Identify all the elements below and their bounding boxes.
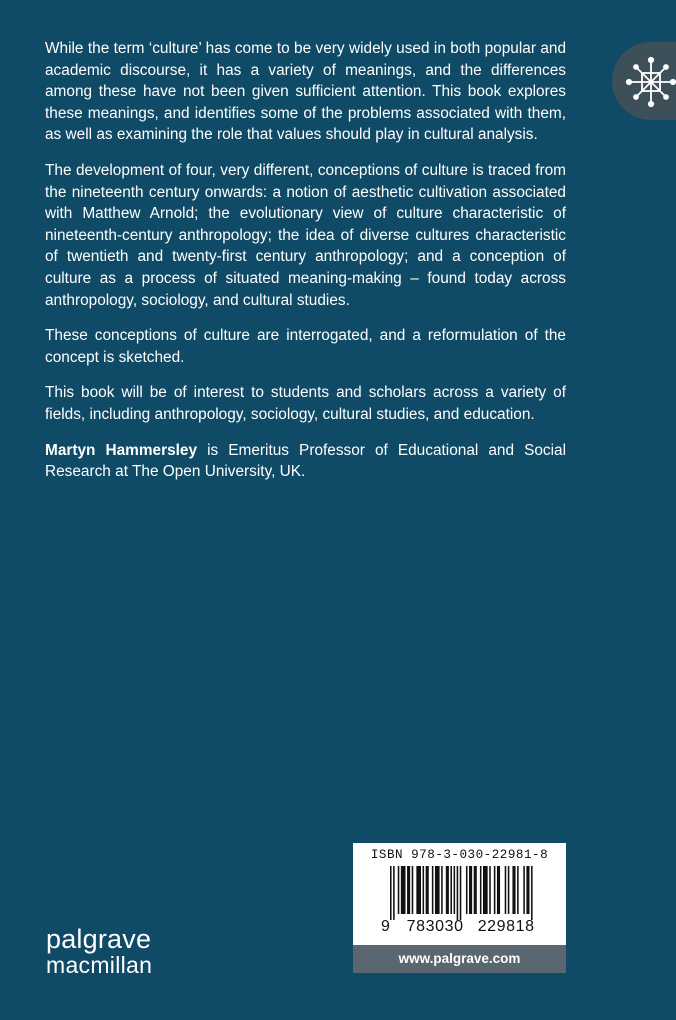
barcode-bar <box>401 866 406 914</box>
barcode-bar <box>457 866 459 920</box>
barcode-bar <box>460 866 462 920</box>
barcode-bar <box>398 866 400 914</box>
barcode-bar <box>407 866 410 914</box>
publisher-name-line1: palgrave <box>46 924 152 954</box>
barcode-digits <box>381 918 549 936</box>
barcode-bar <box>454 866 456 914</box>
blurb-paragraph-3: These conceptions of culture are interrogated, and a reformulation of the concept is sketched. <box>45 327 566 366</box>
barcode-bar <box>526 866 529 914</box>
barcode-bar <box>469 866 472 914</box>
barcode-bar <box>505 866 507 914</box>
barcode-bar <box>483 866 488 914</box>
isbn-barcode <box>353 843 566 945</box>
author-bio <box>45 440 566 483</box>
barcode-bar <box>390 866 392 920</box>
barcode-digits-left: 783030 <box>406 918 464 935</box>
barcode-bar <box>412 866 414 914</box>
barcode-bar <box>480 866 482 914</box>
publisher-name-line2: macmillan <box>46 952 153 978</box>
barcode-bar <box>432 866 434 914</box>
publisher-website[interactable]: www.palgrave.com <box>353 945 566 973</box>
barcode-bar <box>393 866 395 920</box>
barcode-bar <box>512 866 515 914</box>
barcode-bar <box>508 866 510 914</box>
barcode-bar <box>423 866 425 914</box>
blurb-paragraph-2: The development of four, very different, conceptions of culture is traced from the nineteenth century onwards: a notion of aesthetic cultivation associated with Matthew Arnold; the evolutionary view of culture characteristic of nineteenth-century anthropology; the idea of diverse cultures characteristic of twentieth and twenty-first century anthropology; and a conception of culture as a process of situated meaning-making – found today across anthropology, sociology, and cultural studies. <box>45 161 566 309</box>
back-cover-blurb <box>45 38 566 497</box>
barcode-bar <box>531 866 533 920</box>
barcode-bar <box>517 866 519 914</box>
barcode-bar <box>523 866 525 914</box>
barcode-bar <box>446 866 449 914</box>
palgrave-star-logo-icon <box>624 55 676 109</box>
blurb-paragraph-1: While the term ‘culture’ has come to be very widely used in both popular and academic discourse, it has a variety of meanings, and the differences among these have not been given sufficient attention. This book explores these meanings, and identifies some of the problems associated with them, as well as examining the role that values should play in cultural analysis. <box>45 40 566 144</box>
barcode-bar <box>489 866 491 914</box>
barcode-bar <box>435 866 440 914</box>
author-bio-text: is Emeritus Professor of Educational and Social Research at The Open University, UK. <box>45 441 566 481</box>
palgrave-logo-badge <box>612 42 676 120</box>
barcode-bar <box>416 866 421 914</box>
barcode-bar <box>441 866 443 914</box>
isbn-label: ISBN 978-3-030-22981-8 <box>370 848 549 862</box>
barcode-bar <box>494 866 496 914</box>
barcode-bar <box>474 866 477 914</box>
barcode-bar <box>466 866 468 914</box>
barcode-bar <box>450 866 452 914</box>
barcode-bar <box>426 866 429 914</box>
publisher-logo <box>46 925 152 977</box>
barcode-digit-first: 9 <box>381 918 391 935</box>
barcode-digits-right: 229818 <box>477 918 535 935</box>
blurb-paragraph-4: This book will be of interest to students and scholars across a variety of fields, including anthropology, sociology, cultural studies, and education. <box>45 384 566 423</box>
author-name: Martyn Hammersley <box>45 441 198 459</box>
barcode-bar <box>497 866 500 914</box>
barcode-bars <box>390 866 540 920</box>
